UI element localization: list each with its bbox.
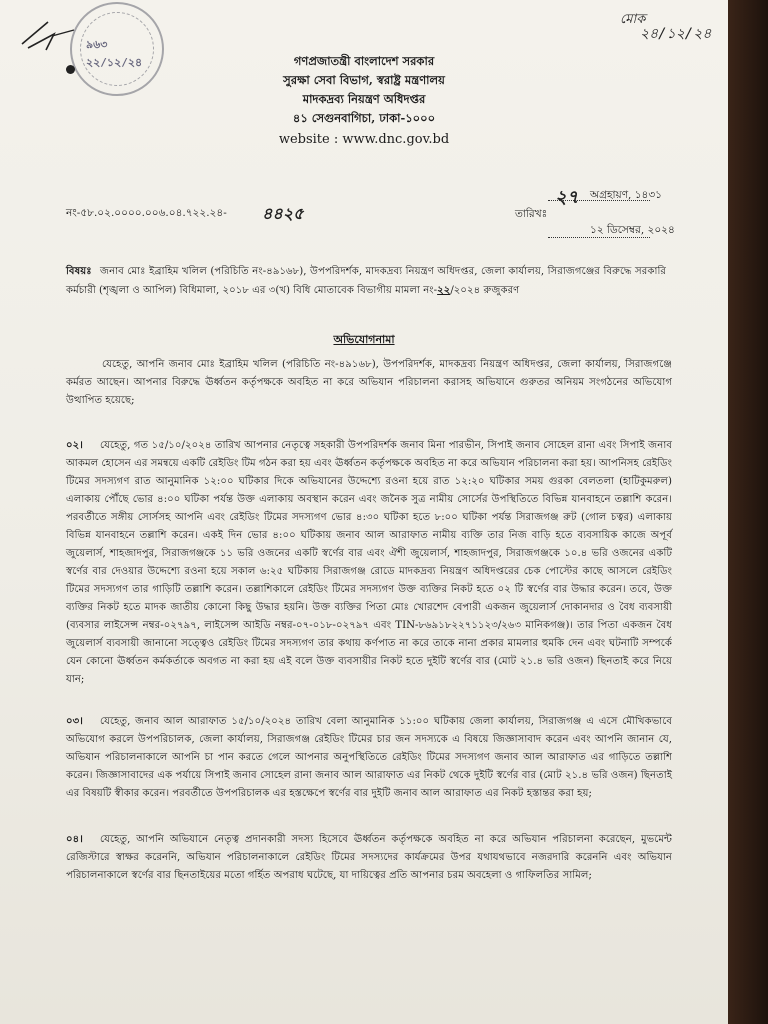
document-title: অভিযোগনামা — [333, 333, 395, 346]
date-underline — [548, 237, 650, 238]
subject-text-end: /২০২৪ রুজুকরণ — [450, 285, 520, 296]
department-name: মাদকদ্রব্য নিয়ন্ত্রণ অধিদপ্তর — [302, 92, 426, 106]
paragraph-text: যেহেতু, গত ১৫/১০/২০২৪ তারিখ আপনার নেতৃত্বে সহকারী উপপরিদর্শক জনাব মিনা পারভীন, সিপাই জনাব সোহেল রানা এবং সিপাই জনাব আকমল হোসেন এর সমন্বয়ে একটি রেইডিং টিম গঠন করা হয় এবং ঊর্ধ্বতন কর্তৃপক্ষকে অবহিত না করে অভিযান পরিচালনা করা হয়। আপনিসহ রেইডিং টিমের সদস্যগণ রাত আনুমানিক ১২:০০ ঘটিকার দিকে অভিযানের উদ্দেশ্যে রওনা হয়ে রাত ১২:২০ ঘটিকার সময় গুরকা বেলতলা (হাটিকুমরুল) এলাকায় পৌঁছে ভোর ৪:০০ ঘটিকা পর্যন্ত উক্ত এলাকায় অবস্থান করেন এবং জনৈক সুত্র নামীয় সোর্সের উপস্থিতিতে বিভিন্ন যানবাহনে তল্লাশি করেন। পরবর্তীতে সঙ্গীয় সোর্সসহ আপনি এবং রেইডিং টিমের সদস্যগণ ভোর ৪:৩০ ঘটিকা হতে ৮:০০ ঘটিকা পর্যন্ত সিরাজগঞ্জ রুট (গোল চত্বর) এলাকায় বিভিন্ন যানবাহনে তল্লাশি করেন। একই দিন ভোর ৪:০০ ঘটিকায় জনাব আল আরাফাত নামীয় ব্যক্তি তার নিজ বাড়ি হতে ব্যবসায়িক কাজে অপূর্ব জুয়েলার্স, শাহজাদপুর, সিরাজগঞ্জকে ১১ ভরি ওজনের একটি স্বর্ণের বার এবং ঐশী জুয়েলার্স, শাহজাদপুর, সিরাজগঞ্জকে ১০.৪ ভরি ওজনের একটি স্বর্ণের বার দেওয়ার উদ্দেশ্যে রওনা হয়ে সকাল ৬:২৫ ঘটিকায় সিরাজগঞ্জ রোডে মাদকদ্রব্য নিয়ন্ত্রণ অধিদপ্তরের চেক পোস্টের কাছে আসলে রেইডিং টিমের সদস্যগণ তার গাড়িটি তল্লাশি করেন। তল্লাশিকালে রেইডিং টিমের সদস্যগণ উক্ত ব্যক্তির নিকট হতে ০২ টি স্বর্ণের বার উদ্ধার করেন। তবে, উক্ত ব্যক্তির নিকট হতে মাদক জাতীয় কোনো কিছু উদ্ধার হয়নি। উক্ত ব্যক্তির পিতা মোঃ খোরশেদ বেপারী একজন জুয়েলার্স দোকানদার ও বৈধ ব্যবসায়ী (ব্যবসার লাইসেন্স নম্বর-০২৭৯৭, লাইসেন্স আইডি নম্বর-০৭-০১৮-০২৭৯৭ এবং TIN-৮৬৯১৮২২৭১১২৩/২৬৩ মানিকগঞ্জ)। তার পিতা একজন বৈধ জুয়েলার্স ব্যবসায়ী জানানো সত্ত্বেও রেইডিং টিমের সদস্যগণ তার কথায় কর্ণপাত না করে তাকে নানা প্রকার মামলার হুমকি দেন এবং ঘটনাটি সম্পর্কে যেন কোনো ঊর্ধ্বতন কর্মকর্তাকে অবগত না করা হয় এই বলে উক্ত ব্যবসায়ীর নিকট হতে দুইটি স্বর্ণের বার (মোট ২১.৪ ভরি ওজন) ছিনতাই করে নিয়ে যান; — [66, 440, 672, 685]
paragraph-03 — [66, 712, 672, 803]
date-english: ১২ ডিসেম্বর, ২০২৪ — [590, 224, 675, 236]
handwritten-mark-icon — [18, 14, 78, 54]
subject-line — [66, 262, 666, 300]
handwritten-ref-number: ৪৪২৫ — [262, 204, 304, 223]
handwritten-date-top-right: ২৪/১২/২৪ — [640, 26, 712, 42]
seal-number: ৯৬৩ — [86, 38, 108, 51]
paragraph-intro: যেহেতু, আপনি জনাব মোঃ ইব্রাহিম খলিল (পরিচিতি নং-৪৯১৬৮), উপপরিদর্শক, মাদকদ্রব্য নিয়ন্ত্রণ অধিদপ্তর, জেলা কার্যালয়, সিরাজগঞ্জে কর্মরত আছেন। আপনার বিরুদ্ধে ঊর্ধ্বতন কর্তৃপক্ষকে অবহিত না করে অভিযান পরিচালনা করাসহ অভিযানে গুরুতর অনিয়ম সংগঠনের অভিযোগ উত্থাপিত হয়েছে; — [66, 359, 672, 406]
handwritten-case-number: ২২ — [437, 284, 451, 296]
date-label: তারিখঃ — [515, 208, 548, 220]
handwritten-day: ২৭ — [555, 187, 579, 208]
paragraph-number: ০৩। — [66, 715, 83, 727]
paragraph-02 — [66, 436, 672, 689]
letterhead — [0, 52, 728, 149]
paragraph-number: ০২। — [66, 439, 83, 451]
paragraph-number: ০৪। — [66, 833, 83, 845]
office-address: ৪১ সেগুনবাগিচা, ঢাকা-১০০০ — [292, 111, 436, 125]
paragraph-04 — [66, 830, 672, 885]
paragraph-text: যেহেতু, আপনি অভিযানে নেতৃত্ব প্রদানকারী সদস্য হিসেবে ঊর্ধ্বতন কর্তৃপক্ষকে অবহিত না করে অভিযান পরিচালনা করেছেন, মুভমেন্ট রেজিস্টারে স্বাক্ষর করেননি, অভিযান পরিচালনাকালে রেইডিং টিমের সদস্যদের কার্যক্রমের উপর যথাযথভাবে নজরদারি করেননি এবং অভিযান পরিচালনাকালে স্বর্ণের বার ছিনতাইয়ের মতো গর্হিত অপরাধ ঘটেছে, যা দায়িত্বের প্রতি আপনার চরম অবহেলা ও গাফিলতির সামিল; — [66, 834, 672, 881]
memo-reference: নং-৫৮.০২.০০০০.০০৬.০৪.৭২২.২৪- — [66, 207, 227, 219]
govt-name: গণপ্রজাতন্ত্রী বাংলাদেশ সরকার — [293, 54, 435, 68]
background-surface — [728, 0, 768, 1024]
website: website : www.dnc.gov.bd — [278, 132, 450, 147]
subject-label: বিষয়ঃ — [66, 265, 92, 277]
date-divider — [548, 200, 650, 201]
paragraph-text: যেহেতু, জনাব আল আরাফাত ১৫/১০/২০২৪ তারিখ বেলা আনুমানিক ১১:০০ ঘটিকায় জেলা কার্যালয়, সিরাজগঞ্জ এ এসে মৌখিকভাবে অভিযোগ করলে উপপরিচালক, জেলা কার্যালয়, সিরাজগঞ্জ রেইডিং টিমের চার জন সদস্যকে এ বিষয়ে জিজ্ঞাসাবাদ করেন এবং আপনি জানান যে, অভিযান পরিচালনাকালে আপনি চা পান করতে গেলে আপনার অনুপস্থিতিতে রেইডিং টিমের সদস্যগণ জনাব আল আরাফাত এর গাড়িতে তল্লাশি করেন। জিজ্ঞাসাবাদের এক পর্যায়ে সিপাই জনাব সোহেল রানা জনাব আল আরাফাত এর নিকট থেকে দুইটি স্বর্ণের বার (মোট ২১.৪ ভরি ওজন) ছিনতাই এর বিষয়টি স্বীকার করেন। পরবর্তীতে উপপরিচালক এর হস্তক্ষেপে স্বর্ণের বার দুইটি জনাব আল আরাফাত এর নিকট হস্তান্তর করা হয়; — [66, 716, 672, 799]
division-name: সুরক্ষা সেবা বিভাগ, স্বরাষ্ট্র মন্ত্রণালয় — [283, 73, 445, 87]
seal-date: ২২/১২/২৪ — [86, 56, 143, 69]
handwritten-note-top-right: মোক — [620, 12, 646, 27]
subject-text: জনাব মোঃ ইব্রাহিম খলিল (পরিচিতি নং-৪৯১৬৮), উপপরিদর্শক, মাদকদ্রব্য নিয়ন্ত্রণ অধিদপ্তর, জেলা কার্যালয়, সিরাজগঞ্জের বিরুদ্ধে সরকারি কর্মচারী (শৃঙ্খলা ও আপিল) বিধিমালা, ২০১৮ এর ৩(খ) বিধি মোতাবেক বিভাগীয় মামলা নং- — [66, 266, 666, 296]
date-bangla: অগ্রহায়ণ, ১৪৩১ — [590, 189, 662, 201]
